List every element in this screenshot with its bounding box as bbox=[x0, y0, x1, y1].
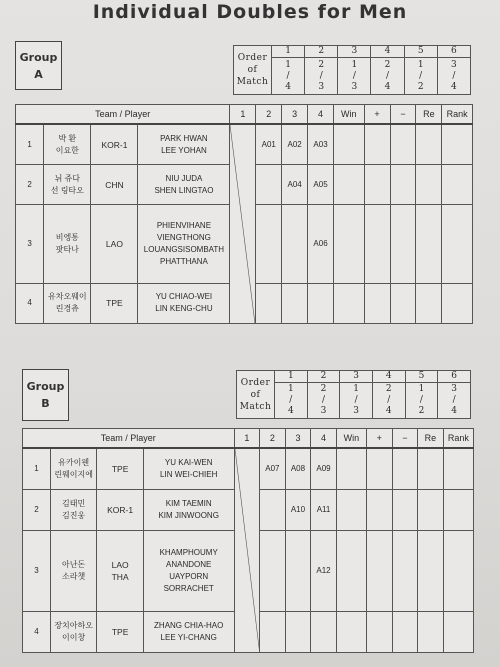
column-header: 1 bbox=[230, 105, 256, 125]
player-names bbox=[138, 205, 230, 284]
column-header: 1 bbox=[234, 429, 260, 449]
player-names bbox=[138, 124, 230, 165]
match-pairing bbox=[275, 383, 308, 419]
group-word: Group bbox=[19, 50, 58, 64]
column-header: − bbox=[390, 105, 416, 125]
pair-player-b: 3 bbox=[353, 406, 359, 416]
match-code: A08 bbox=[285, 448, 311, 490]
match-code: A11 bbox=[311, 490, 337, 531]
nation-code bbox=[97, 611, 143, 652]
korean-name-line: 선 링타오 bbox=[50, 185, 84, 195]
pair-slash: / bbox=[354, 395, 358, 405]
result-cell bbox=[390, 283, 416, 323]
header-row bbox=[23, 429, 474, 449]
result-cell bbox=[443, 448, 473, 490]
column-header: Rank bbox=[442, 105, 473, 125]
pair-player-a: 1 bbox=[418, 384, 425, 394]
pair-player-b: 4 bbox=[385, 406, 392, 416]
result-cell bbox=[442, 165, 473, 205]
korean-name-line: 아난돈 bbox=[62, 560, 86, 570]
result-cell bbox=[416, 165, 442, 205]
match-number: 2 bbox=[305, 46, 338, 58]
pair-player-a: 1 bbox=[353, 384, 359, 394]
player-name-line: NIU JUDA bbox=[165, 173, 203, 183]
match-code bbox=[256, 283, 282, 323]
player-row bbox=[16, 124, 473, 165]
column-header: 3 bbox=[285, 429, 311, 449]
player-names bbox=[143, 490, 234, 531]
match-code bbox=[256, 165, 282, 205]
result-cell bbox=[364, 205, 390, 284]
pair-player-b: 4 bbox=[285, 81, 291, 92]
korean-names bbox=[44, 283, 91, 323]
match-pairing bbox=[338, 58, 371, 95]
match-number: 5 bbox=[405, 371, 438, 383]
player-name-line: PARK HWAN bbox=[160, 133, 208, 143]
player-name-line: KIM JINWOONG bbox=[158, 511, 219, 521]
player-name-line: UAYPORN SORRACHET bbox=[163, 572, 214, 594]
result-cell bbox=[416, 205, 442, 284]
column-header: 4 bbox=[311, 429, 337, 449]
result-cell bbox=[442, 283, 473, 323]
nation-code bbox=[91, 205, 138, 284]
nation-code bbox=[97, 531, 143, 611]
player-names bbox=[143, 531, 234, 611]
match-pairing bbox=[371, 58, 404, 95]
result-cell bbox=[367, 611, 393, 652]
pair-slash: / bbox=[321, 395, 325, 405]
pair-player-b: 4 bbox=[287, 406, 294, 416]
match-code: A07 bbox=[260, 448, 286, 490]
nation-line: CHN bbox=[105, 179, 124, 190]
match-pairing bbox=[307, 383, 340, 419]
seed-number: 2 bbox=[23, 490, 51, 531]
order-label-line: of bbox=[247, 65, 258, 75]
player-names bbox=[143, 448, 234, 490]
nation-line: KOR-1 bbox=[101, 139, 128, 150]
korean-name-line: 린웨이지에 bbox=[54, 470, 93, 480]
pair-player-b: 4 bbox=[451, 406, 457, 416]
result-cell bbox=[364, 165, 390, 205]
results-table bbox=[22, 428, 474, 653]
player-row bbox=[23, 448, 474, 490]
pair-slash: / bbox=[352, 70, 356, 81]
diagonal-cell bbox=[230, 124, 256, 324]
match-code bbox=[308, 283, 334, 323]
order-label-line: Order bbox=[240, 377, 271, 388]
player-name-line: ZHANG CHIA-HAO bbox=[154, 620, 224, 630]
result-cell bbox=[367, 490, 393, 531]
diagonal-cell bbox=[234, 448, 260, 653]
result-cell bbox=[416, 124, 442, 165]
match-code: A01 bbox=[256, 124, 282, 165]
pair-player-a: 3 bbox=[451, 384, 457, 394]
result-cell bbox=[418, 611, 444, 652]
result-cell bbox=[416, 283, 442, 323]
nation-code bbox=[91, 283, 138, 323]
match-code: A02 bbox=[282, 124, 308, 165]
player-name-line: KHAMPHOUMY ANANDONE bbox=[159, 548, 218, 570]
diagonal-line bbox=[235, 449, 260, 652]
team-player-header: Team / Player bbox=[23, 429, 235, 449]
match-number: 6 bbox=[438, 371, 471, 383]
player-name-line: YU CHIAO-WEI bbox=[155, 292, 213, 302]
match-number: 3 bbox=[338, 46, 371, 58]
result-cell bbox=[334, 165, 365, 205]
player-name-line: LOUANGSISOMBATH bbox=[143, 245, 225, 255]
diagonal-line bbox=[230, 125, 255, 323]
result-cell bbox=[392, 490, 418, 531]
column-header: Win bbox=[336, 429, 366, 449]
pair-player-a: 1 bbox=[285, 59, 291, 70]
result-cell bbox=[336, 490, 366, 531]
pair-slash: / bbox=[452, 395, 456, 405]
pair-slash: / bbox=[387, 395, 391, 405]
result-cell bbox=[336, 611, 366, 652]
pair-player-b: 3 bbox=[320, 406, 327, 416]
nation-code bbox=[97, 448, 143, 490]
nation-line: TPE bbox=[111, 464, 129, 475]
pair-player-a: 1 bbox=[351, 59, 358, 70]
pair-player-b: 3 bbox=[351, 81, 358, 92]
match-pairing bbox=[305, 58, 338, 95]
order-of-match-label bbox=[234, 46, 272, 95]
result-cell bbox=[418, 490, 444, 531]
pair-slash: / bbox=[419, 70, 423, 81]
pair-player-a: 1 bbox=[417, 59, 424, 70]
pair-player-b: 2 bbox=[417, 81, 424, 92]
column-header: + bbox=[367, 429, 393, 449]
result-cell bbox=[390, 205, 416, 284]
column-header: 4 bbox=[308, 105, 334, 125]
match-pairing bbox=[340, 383, 373, 419]
seed-number: 2 bbox=[16, 165, 44, 205]
korean-name-line: 김진웅 bbox=[62, 511, 86, 521]
nation-line: KOR-1 bbox=[107, 505, 134, 516]
result-cell bbox=[334, 124, 365, 165]
pair-player-b: 3 bbox=[318, 81, 325, 92]
match-code: A12 bbox=[311, 531, 337, 611]
result-cell bbox=[334, 205, 365, 284]
column-header: 3 bbox=[282, 105, 308, 125]
result-cell bbox=[418, 531, 444, 611]
pair-player-a: 2 bbox=[384, 59, 391, 70]
results-table bbox=[15, 104, 473, 324]
result-cell bbox=[443, 531, 473, 611]
match-code: A03 bbox=[308, 124, 334, 165]
result-cell bbox=[442, 124, 473, 165]
korean-name-line: 이요한 bbox=[55, 145, 79, 155]
column-header: + bbox=[364, 105, 390, 125]
match-code bbox=[260, 490, 286, 531]
nation-line: TPE bbox=[106, 298, 123, 309]
pair-slash: / bbox=[452, 70, 456, 81]
match-number: 1 bbox=[275, 371, 308, 383]
korean-name-line: 유카이웬 bbox=[58, 458, 90, 468]
player-name-line: LEE YI-CHANG bbox=[160, 632, 217, 642]
pair-slash: / bbox=[419, 395, 423, 405]
korean-name-line: 뉘 쥬다 bbox=[54, 173, 81, 183]
korean-names bbox=[50, 531, 96, 611]
order-label-line: Match bbox=[239, 401, 272, 412]
pair-slash: / bbox=[286, 70, 290, 81]
match-number: 2 bbox=[307, 371, 340, 383]
nation-line: LAO bbox=[111, 560, 129, 571]
team-player-header: Team / Player bbox=[16, 105, 230, 125]
player-names bbox=[143, 611, 234, 652]
player-name-line: LIN KENG-CHU bbox=[155, 304, 213, 314]
column-header: Re bbox=[416, 105, 442, 125]
seed-number: 4 bbox=[23, 611, 51, 652]
result-cell bbox=[392, 611, 418, 652]
seed-number: 4 bbox=[16, 283, 44, 323]
group-letter: A bbox=[34, 67, 43, 81]
pair-slash: / bbox=[289, 395, 293, 405]
column-header: 2 bbox=[256, 105, 282, 125]
korean-names bbox=[44, 124, 91, 165]
korean-names bbox=[50, 611, 96, 652]
nation-code bbox=[91, 165, 138, 205]
korean-name-line: 장치아하오 bbox=[54, 620, 93, 630]
korean-name-line: 소라챗 bbox=[62, 572, 86, 582]
order-label-line: of bbox=[250, 389, 261, 400]
match-number: 4 bbox=[371, 46, 404, 58]
result-cell bbox=[364, 124, 390, 165]
pair-slash: / bbox=[319, 70, 323, 81]
player-name-line: LEE YOHAN bbox=[161, 145, 207, 155]
player-name-line: PHATTHANA bbox=[160, 257, 208, 267]
match-code: A04 bbox=[282, 165, 308, 205]
match-pairing bbox=[405, 383, 438, 419]
nation-line: THA bbox=[111, 572, 129, 583]
group-label-box bbox=[15, 41, 62, 90]
result-cell bbox=[336, 531, 366, 611]
match-pairing bbox=[437, 58, 470, 95]
match-number: 3 bbox=[340, 371, 373, 383]
column-header: Win bbox=[334, 105, 365, 125]
column-header: − bbox=[392, 429, 418, 449]
result-cell bbox=[390, 165, 416, 205]
match-code bbox=[256, 205, 282, 284]
match-code: A06 bbox=[308, 205, 334, 284]
korean-name-line: 린경츄 bbox=[55, 304, 79, 314]
player-name-line: SHEN LINGTAO bbox=[154, 185, 214, 195]
match-code: A10 bbox=[285, 490, 311, 531]
match-code bbox=[285, 611, 311, 652]
order-of-match-table bbox=[233, 45, 471, 95]
korean-name-line: 박 환 bbox=[58, 133, 77, 143]
match-code bbox=[282, 205, 308, 284]
match-code bbox=[285, 531, 311, 611]
match-code: A05 bbox=[308, 165, 334, 205]
match-code bbox=[260, 611, 286, 652]
player-name-line: YU KAI-WEN bbox=[164, 458, 213, 468]
order-of-match-label bbox=[237, 371, 275, 419]
result-cell bbox=[334, 283, 365, 323]
pair-player-a: 2 bbox=[318, 59, 325, 70]
column-header: 2 bbox=[260, 429, 286, 449]
korean-name-line: 이이창 bbox=[62, 632, 86, 642]
player-name-line: PHIENVIHANE VIENGTHONG bbox=[156, 221, 212, 243]
pair-player-a: 2 bbox=[320, 384, 327, 394]
result-cell bbox=[336, 448, 366, 490]
group-label-box bbox=[22, 369, 69, 421]
match-code bbox=[282, 283, 308, 323]
match-pairing bbox=[372, 383, 405, 419]
korean-name-line: 비엥통 bbox=[55, 233, 79, 243]
header-row bbox=[16, 105, 473, 125]
group-word: Group bbox=[26, 380, 65, 393]
match-number: 5 bbox=[404, 46, 437, 58]
korean-name-line: 팟타나 bbox=[55, 245, 79, 255]
player-name-line: LIN WEI-CHIEH bbox=[160, 470, 218, 480]
pair-player-a: 3 bbox=[451, 59, 457, 70]
match-number: 6 bbox=[437, 46, 470, 58]
result-cell bbox=[392, 448, 418, 490]
nation-line: LAO bbox=[105, 239, 123, 250]
korean-name-line: 유차오웨이 bbox=[48, 292, 87, 302]
korean-names bbox=[50, 448, 96, 490]
match-number: 4 bbox=[372, 371, 405, 383]
match-code: A09 bbox=[311, 448, 337, 490]
pair-player-a: 1 bbox=[287, 384, 294, 394]
result-cell bbox=[392, 531, 418, 611]
match-pairing bbox=[404, 58, 437, 95]
match-code bbox=[260, 531, 286, 611]
nation-code bbox=[97, 490, 143, 531]
match-code bbox=[311, 611, 337, 652]
result-cell bbox=[364, 283, 390, 323]
group-letter: B bbox=[41, 397, 50, 410]
result-cell bbox=[442, 205, 473, 284]
pair-player-b: 4 bbox=[384, 81, 391, 92]
player-names bbox=[138, 165, 230, 205]
order-label-line: Order bbox=[237, 53, 268, 63]
match-pairing bbox=[438, 383, 471, 419]
player-names bbox=[138, 283, 230, 323]
korean-names bbox=[44, 205, 91, 284]
result-cell bbox=[443, 611, 473, 652]
nation-line: TPE bbox=[111, 626, 129, 637]
player-name-line: KIM TAEMIN bbox=[165, 499, 212, 509]
order-of-match-table bbox=[236, 370, 471, 419]
order-label-line: Match bbox=[236, 77, 269, 87]
column-header: Re bbox=[418, 429, 444, 449]
pair-player-b: 4 bbox=[451, 81, 457, 92]
match-number: 1 bbox=[272, 46, 305, 58]
seed-number: 3 bbox=[16, 205, 44, 284]
result-cell bbox=[390, 124, 416, 165]
result-cell bbox=[367, 448, 393, 490]
nation-code bbox=[91, 124, 138, 165]
pair-player-a: 2 bbox=[385, 384, 392, 394]
korean-names bbox=[50, 490, 96, 531]
seed-number: 1 bbox=[16, 124, 44, 165]
page-title: Individual Doubles for Men bbox=[92, 1, 408, 23]
result-cell bbox=[443, 490, 473, 531]
column-header: Rank bbox=[443, 429, 473, 449]
korean-names bbox=[44, 165, 91, 205]
result-cell bbox=[367, 531, 393, 611]
korean-name-line: 김태민 bbox=[62, 499, 86, 509]
result-cell bbox=[418, 448, 444, 490]
match-pairing bbox=[272, 58, 305, 95]
pair-player-b: 2 bbox=[418, 406, 425, 416]
pair-slash: / bbox=[386, 70, 390, 81]
seed-number: 1 bbox=[23, 448, 51, 490]
seed-number: 3 bbox=[23, 531, 51, 611]
